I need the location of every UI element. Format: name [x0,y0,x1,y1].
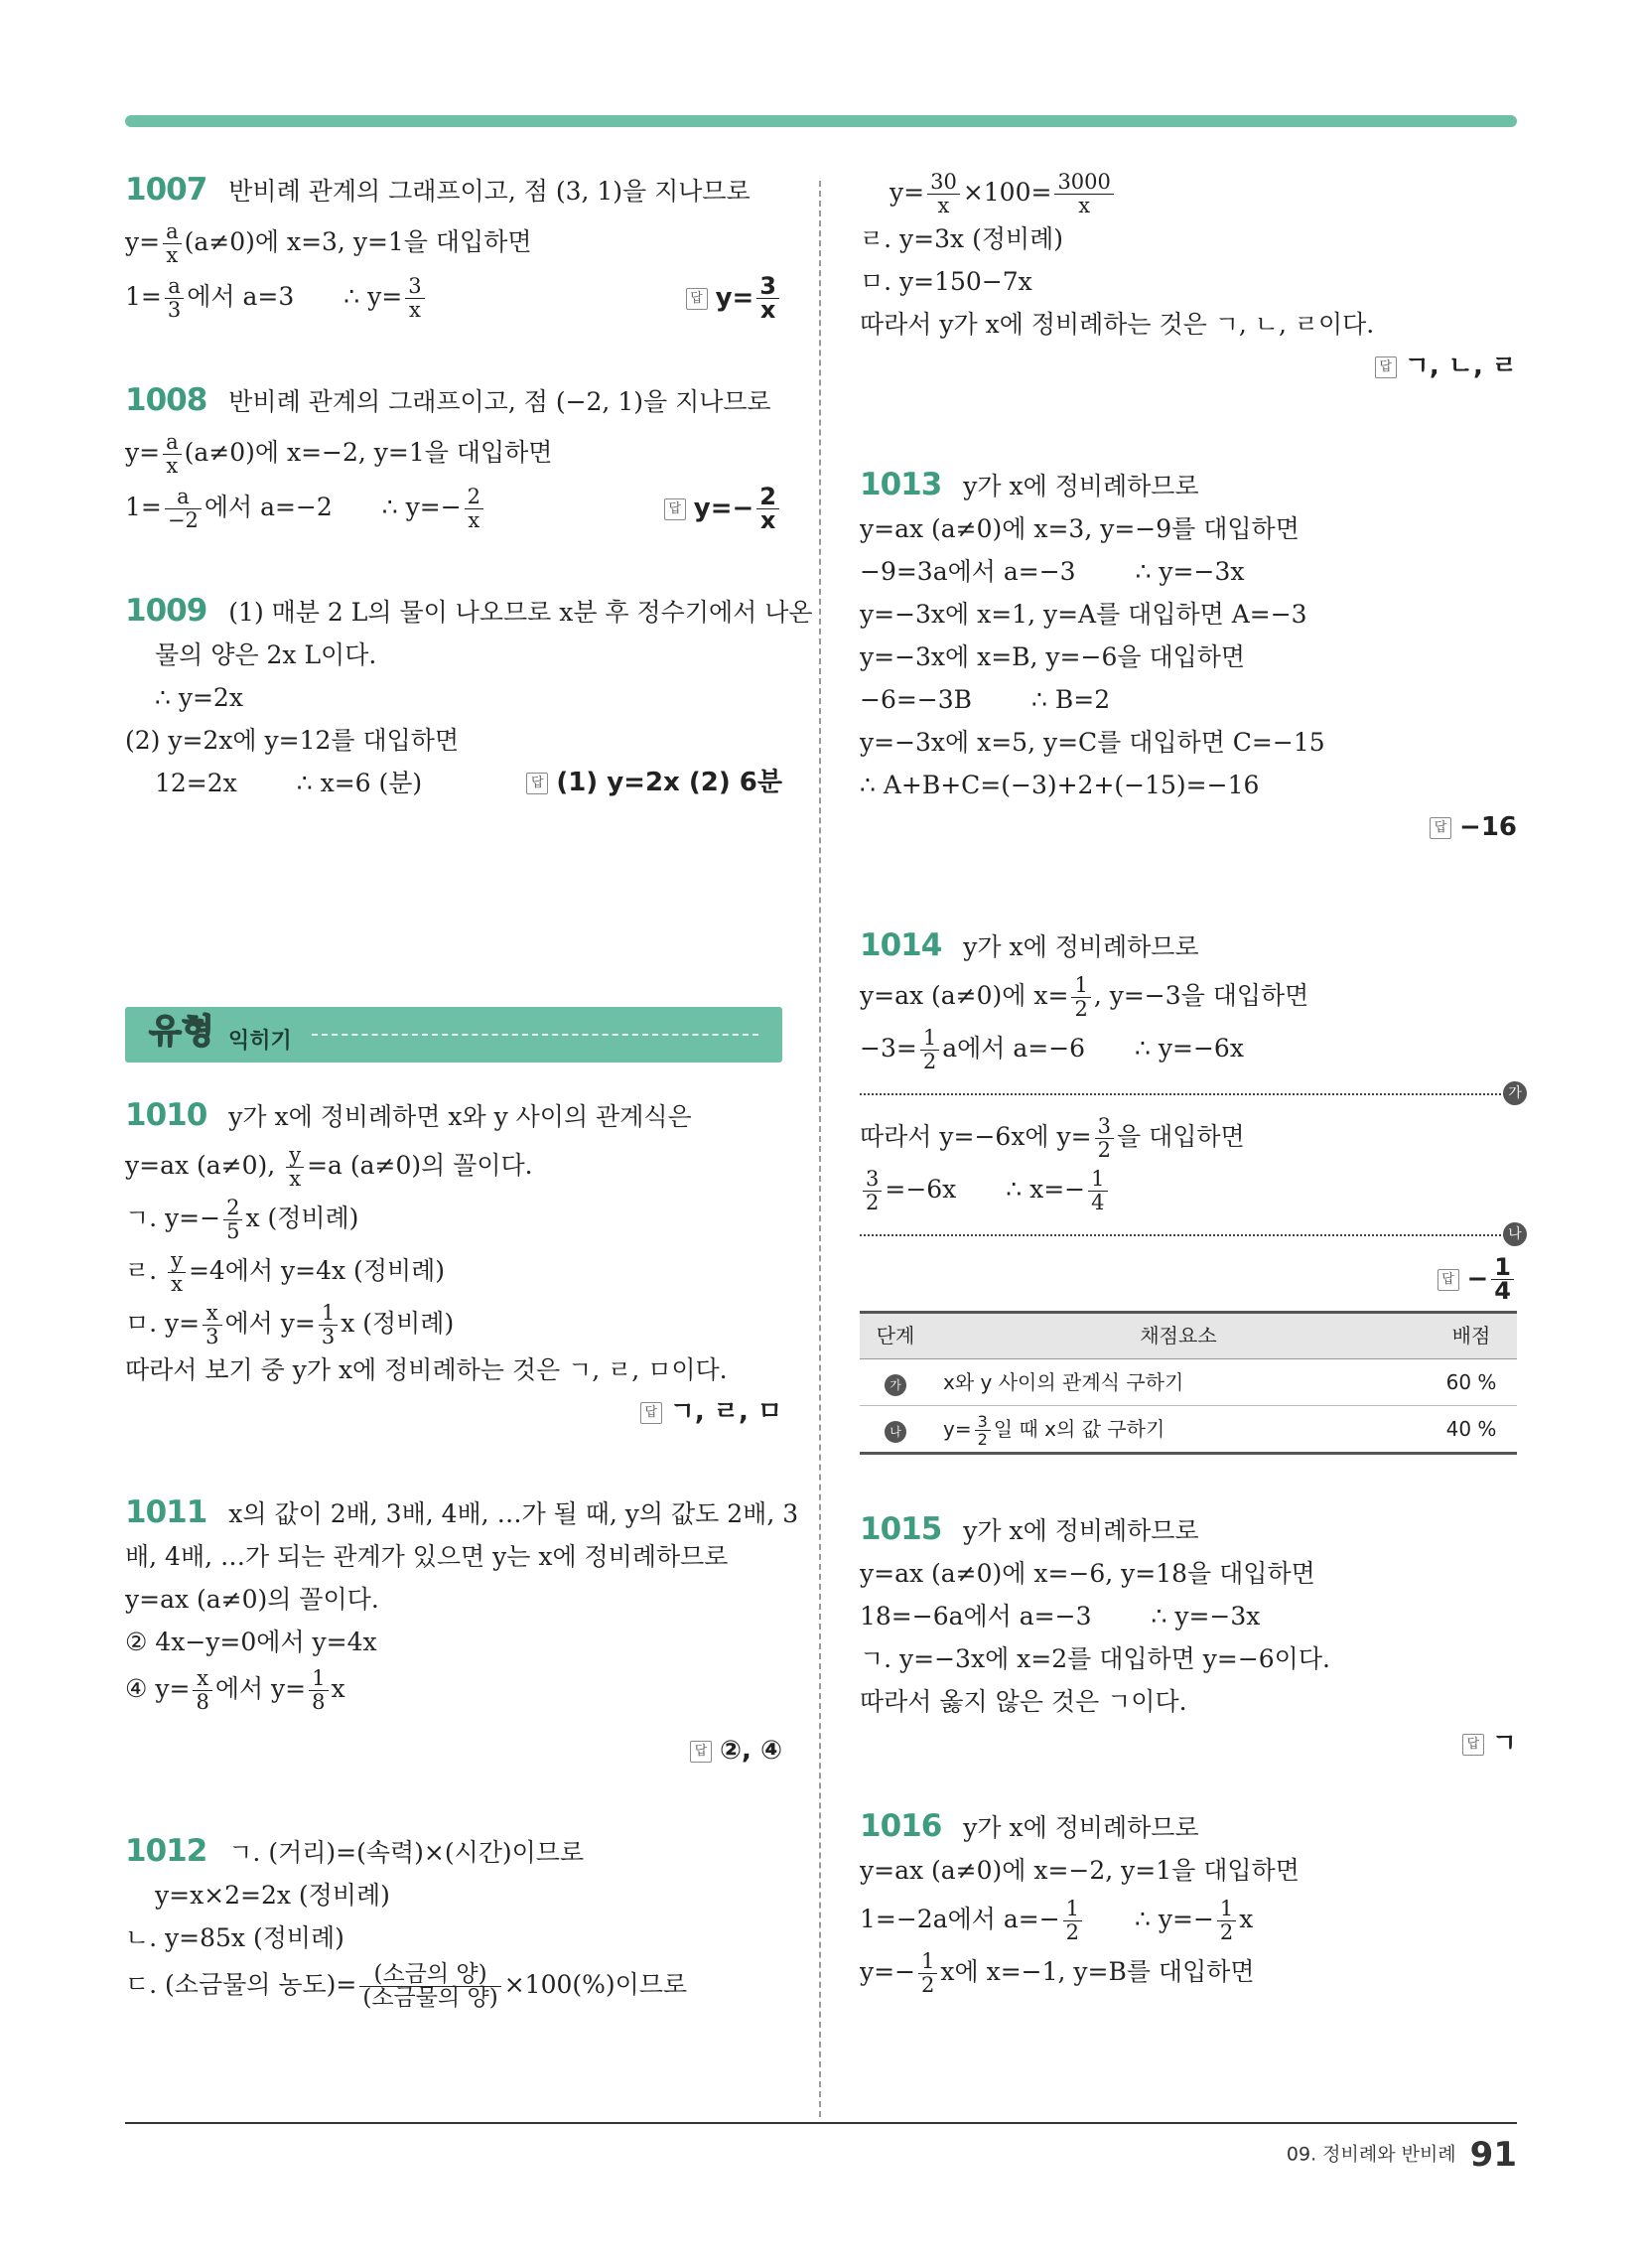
problem-number: 1013 [860,467,942,502]
answer-mark-icon: 답 [690,1741,712,1763]
answer-1007: 답 y= $\frac{3}{x}$ [686,275,782,322]
problem-number: 1010 [125,1097,207,1133]
problem-1011: 1011 x의 값이 2배, 3배, 4배, …가 될 때, y의 값도 2배, 3 배, 4배, …가 되는 관계가 있으면 y는 x에 정비례하므로 y=ax (a≠0)의 꼴이다. ② 4x−y=0에서 y=4x ④ y= $\frac{x}{8}$ 에서 y= $\frac{1}{8}$ x 답 ②, ④ [125,1491,782,1772]
problem-1012: 1012 ㄱ. (거리)=(속력)×(시간)이므로 y=x×2=2x (정비례) ㄴ. y=85x (정비례) ㄷ. (소금물의 농도)= (소금의 양) (소금물의 양) ×100(%)이므로 [125,1833,688,2011]
problem-1008: 1008 반비례 관계의 그래프이고, 점 (−2, 1)을 지나므로 y= $\frac{a}{x}$ (a≠0)에 x=−2, y=1을 대입하면 1= $\frac{a}{-2}$ 에서 a=−2 ∴ y=− $\frac{2}{x}$ 답 y=− $\frac{2}{x}$ [125,379,782,532]
right-column [860,169,1522,1997]
page-number: 91 [1469,2135,1517,2175]
problem-1009: 1009 (1) 매분 2 L의 물이 나오므로 x분 후 정수기에서 나온 물의 양은 2x L이다. ∴ y=2x (2) y=2x에 y=12를 대입하면 12=2x ∴ x=6 (분) 답 (1) y=2x (2) 6분 [125,590,782,804]
problem-number: 1008 [125,382,207,418]
footer-rule [125,2122,1517,2124]
problem-number: 1016 [860,1808,942,1844]
answer-mark-icon: 답 [1375,356,1397,378]
table-row: 나 y= $\frac{3}{2}$ 일 때 x의 값 구하기 40 % [860,1406,1517,1454]
answer-1013: 답 −16 [860,806,1517,849]
answer-mark-icon: 답 [1437,1269,1459,1291]
problem-1014: 1014 y가 x에 정비례하므로 y=ax (a≠0)에 x= $\frac{1}{2}$ , y=−3을 대입하면 −3= $\frac{1}{2}$ a에서 a=−6 ∴ y=−6x 가 따라서 y=−6x에 y= $\frac{3}{2}$ 을 대입하면 $\frac{3}{2}$ =−6x ∴ x=− $\frac{1}{4}$ 나 답 − $\frac{1}{4}$ 단계 채점요소 배점 가 x와 y 사이의 관계식 구하기 60 % 나 y= $\frac{3}{2}$ 일 때 x의 값 구하기 40 % [860,924,1517,1455]
answer-1010: 답 ㄱ, ㄹ, ㅁ [125,1391,782,1434]
problem-1016: 1016 y가 x에 정비례하므로 y=ax (a≠0)에 x=−2, y=1을 대입하면 1=−2a에서 a=− $\frac{1}{2}$ ∴ y=− $\frac{1}{2}$ x y=− $\frac{1}{2}$ x에 x=−1, y=B를 대입하면 [860,1808,1300,1997]
answer-mark-icon: 답 [686,288,708,310]
step-marker: 가 [885,1374,906,1396]
dotted-separator [860,1085,1522,1109]
step-marker: 나 [885,1421,906,1443]
problem-number: 1015 [860,1511,942,1547]
problem-number: 1009 [125,593,207,629]
problem-1015: 1015 y가 x에 정비례하므로 y=ax (a≠0)에 x=−6, y=18을 대입하면 18=−6a에서 a=−3 ∴ y=−3x ㄱ. y=−3x에 x=2를 대입하면 y=−6이다. 따라서 옳지 않은 것은 ㄱ이다. 답 ㄱ [860,1508,1517,1766]
problem-number: 1012 [125,1833,207,1869]
answer-mark-icon: 답 [526,773,548,794]
problem-number: 1011 [125,1494,207,1530]
answer-1015: 답 ㄱ [860,1723,1517,1766]
step-marker: 나 [1503,1222,1527,1246]
problem-1012-continued: y= $\frac{30}{x}$ ×100= $\frac{3000}{x}$ ㄹ. y=3x (정비례) ㅁ. y=150−7x 따라서 y가 x에 정비례하는 것은 ㄱ, ㄴ, ㄹ이다. 답 ㄱ, ㄴ, ㄹ [860,171,1517,388]
fraction: $\frac{a}{3}$ [165,275,184,322]
page-footer [1287,2135,1517,2175]
answer-1008: 답 y=− $\frac{2}{x}$ [664,486,782,532]
problem-number: 1014 [860,927,942,963]
answer-1009: 답 (1) y=2x (2) 6분 [526,762,782,804]
problem-1010: 1010 y가 x에 정비례하면 x와 y 사이의 관계식은 y=ax (a≠0), $\frac{y}{x}$ =a (a≠0)의 꼴이다. ㄱ. y=− $\frac{2}{5}$ x (정비례) ㄹ. $\frac{y}{x}$ =4에서 y=4x (정비례) ㅁ. y= $\frac{x}{3}$ 에서 y= $\frac{1}{3}$ x (정비례) 따라서 보기 중 y가 x에 정비례하는 것은 ㄱ, ㄹ, ㅁ이다. 답 ㄱ, ㄹ, ㅁ [125,1094,782,1434]
fraction: $\frac{a}{x}$ [163,220,182,267]
answer-mark-icon: 답 [1430,817,1451,839]
answer-mark-icon: 답 [664,498,686,520]
problem-number: 1007 [125,172,207,208]
column-divider [819,181,821,2117]
left-column [125,169,813,2011]
section-header: 유형 익히기 [125,1007,782,1063]
table-row: 가 x와 y 사이의 관계식 구하기 60 % [860,1359,1517,1406]
answer-1014: 답 − $\frac{1}{4}$ [860,1256,1517,1303]
answer-1012: 답 ㄱ, ㄴ, ㄹ [860,346,1517,388]
answer-mark-icon: 답 [640,1402,662,1424]
answer-1011: 답 ②, ④ [125,1730,782,1772]
scoring-table: 단계 채점요소 배점 가 x와 y 사이의 관계식 구하기 60 % 나 y= $\frac{3}{2}$ 일 때 x의 값 구하기 40 % [860,1311,1517,1455]
problem-1007: 1007 반비례 관계의 그래프이고, 점 (3, 1)을 지나므로 y= $\frac{a}{x}$ (a≠0)에 x=3, y=1을 대입하면 1= $\frac{a}{3}$ 에서 a=3 ∴ y= $\frac{3}{x}$ 답 y= $\frac{3}{x}$ [125,169,782,322]
dotted-separator [860,1226,1522,1250]
top-accent-bar [125,115,1517,127]
problem-1013: 1013 y가 x에 정비례하므로 y=ax (a≠0)에 x=3, y=−9를 대입하면 −9=3a에서 a=−3 ∴ y=−3x y=−3x에 x=1, y=A를 대입하면 A=−3 y=−3x에 x=B, y=−6을 대입하면 −6=−3B ∴ B=2 y=−3x에 x=5, y=C를 대입하면 C=−15 ∴ A+B+C=(−3)+2+(−15)=−16 답 −16 [860,464,1517,849]
answer-mark-icon: 답 [1462,1734,1484,1756]
step-marker: 가 [1503,1081,1527,1105]
chapter-title: 09. 정비례와 반비례 [1286,2143,1456,2166]
